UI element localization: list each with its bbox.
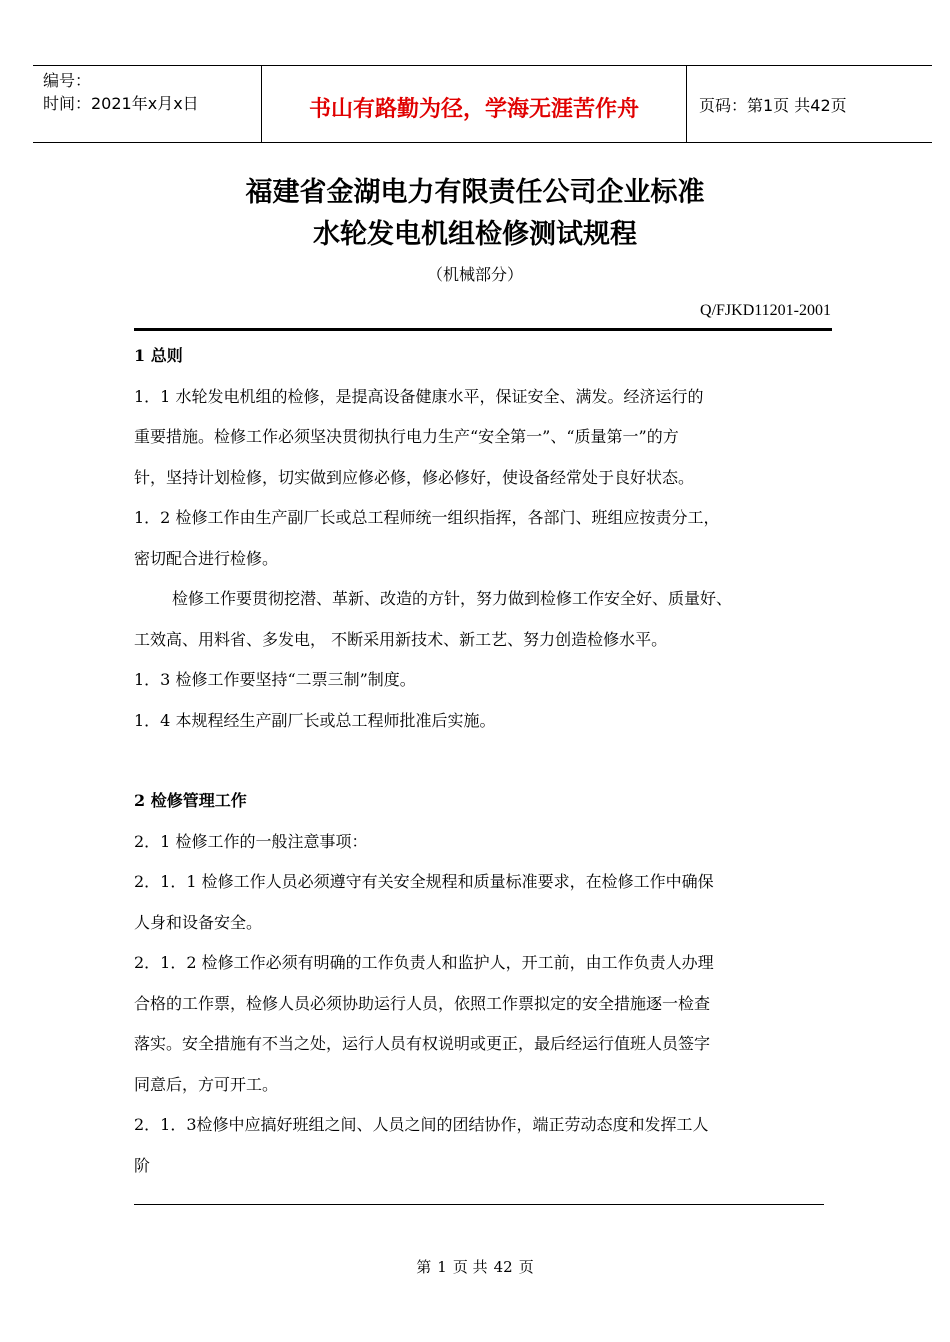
section-gap [134, 746, 844, 786]
paragraph-line: 1．4 本规程经生产副厂长或总工程师批准后实施。 [134, 710, 496, 730]
doc-subtitle: （机械部分） [426, 265, 523, 284]
paragraph-line: 工效高、用料省、多发电， 不断采用新技术、新工艺、努力创造检修水平。 [134, 629, 668, 649]
paragraph-line: 密切配合进行检修。 [134, 548, 279, 568]
page-info: 页码：第1页 共42页 [699, 95, 847, 115]
paragraph-line: 合格的工作票，检修人员必须协助运行人员，依照工作票拟定的安全措施逐一检查 [134, 993, 711, 1013]
paragraph-line: 2．1．3检修中应搞好班组之间、人员之间的团结协作，端正劳动态度和发挥工人 [134, 1115, 709, 1134]
paragraph-line: 检修工作要贯彻挖潜、革新、改造的方针，努力做到检修工作安全好、质量好、 [172, 589, 733, 608]
footer-divider [134, 1204, 824, 1205]
paragraph-line: 落实。安全措施有不当之处，运行人员有权说明或更正，最后经运行值班人员签字 [134, 1034, 711, 1053]
motto: 书山有路勤为径，学海无涯苦作舟 [261, 66, 687, 142]
page-header [33, 65, 932, 143]
section-heading: 2 检修管理工作 [134, 791, 247, 810]
doc-title-line1: 福建省金湖电力有限责任公司企业标准 [245, 177, 705, 208]
paragraph-line: 阶 [134, 1155, 151, 1175]
paragraph-line: 1．3 检修工作要坚持“二票三制”制度。 [134, 670, 416, 689]
header-meta [33, 66, 261, 142]
paragraph-line: 重要措施。检修工作必须坚决贯彻执行电力生产“安全第一”、“质量第一”的方 [134, 427, 679, 446]
section-heading: 1 总则 [134, 346, 183, 365]
paragraph-line: 1．1 水轮发电机组的检修，是提高设备健康水平，保证安全、满发。经济运行的 [134, 386, 704, 406]
doc-code: Q/FJKD11201-2001 [700, 302, 831, 319]
number-label: 编号： [43, 71, 92, 90]
document-body [134, 341, 844, 1191]
footer-page-number: 1 [437, 1258, 447, 1276]
time-label: 时间：2021年x月x日 [43, 94, 199, 113]
paragraph-line: 针，坚持计划检修，切实做到应修必修，修必修好，使设备经常处于良好状态。 [134, 467, 695, 487]
footer-middle: 页 共 [452, 1258, 488, 1276]
paragraph-line: 2．1．1 检修工作人员必须遵守有关安全规程和质量标准要求，在检修工作中确保 [134, 872, 714, 891]
footer-suffix: 页 [518, 1258, 534, 1276]
footer-total-pages: 42 [493, 1258, 513, 1276]
title-divider [134, 328, 832, 331]
paragraph-line: 同意后，方可开工。 [134, 1074, 279, 1094]
doc-title-line2: 水轮发电机组检修测试规程 [313, 219, 637, 250]
footer-prefix: 第 [416, 1258, 432, 1276]
paragraph-line: 人身和设备安全。 [134, 912, 263, 932]
paragraph-line: 1．2 检修工作由生产副厂长或总工程师统一组织指挥，各部门、班组应按责分工， [134, 508, 720, 527]
paragraph-line: 2．1 检修工作的一般注意事项： [134, 831, 368, 851]
paragraph-line: 2．1．2 检修工作必须有明确的工作负责人和监护人，开工前，由工作负责人办理 [134, 953, 714, 972]
page-footer [0, 1256, 950, 1277]
